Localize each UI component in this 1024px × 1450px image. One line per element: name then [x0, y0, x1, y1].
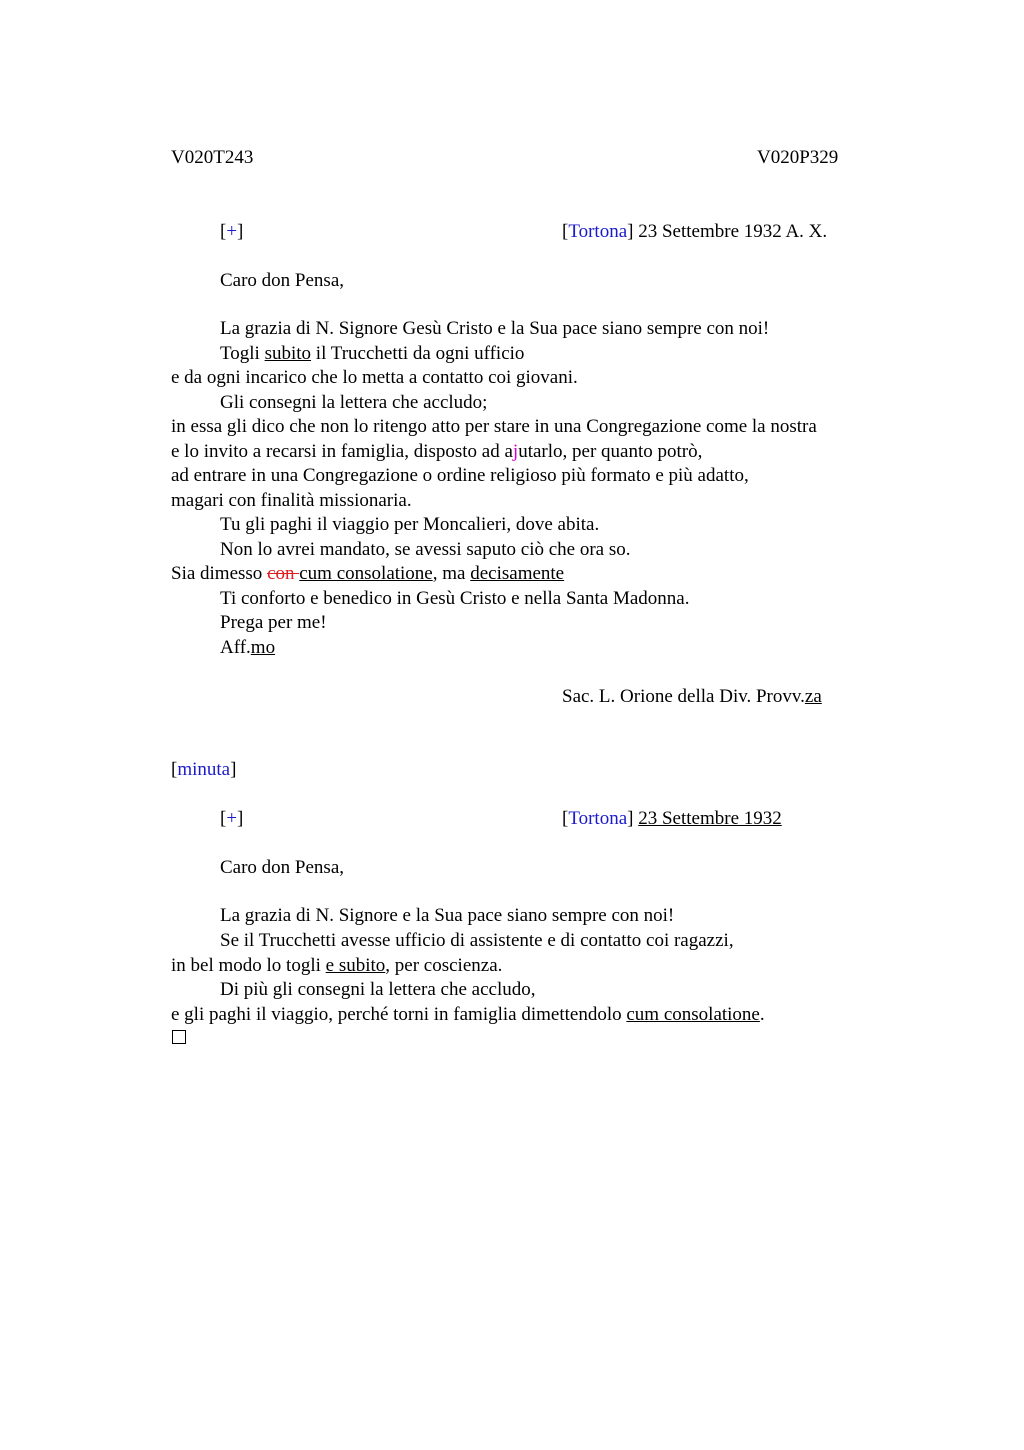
draft-line: in bel modo lo togli e subito, per coscienza.: [171, 955, 503, 976]
draft-line: La grazia di N. Signore e la Sua pace siano sempre con noi!: [220, 905, 675, 926]
letter-place-date: [Tortona] 23 Settembre 1932 A. X.: [562, 221, 828, 242]
signature: Sac. L. Orione della Div. Provv.za: [562, 686, 822, 707]
body-line: e lo invito a recarsi in famiglia, disposto ad ajutarlo, per quanto potrò,: [171, 441, 703, 462]
document-code-left: V020T243: [171, 147, 254, 168]
cross-symbol: +: [226, 221, 238, 242]
body-line: Togli subito il Trucchetti da ogni ufficio: [220, 343, 525, 364]
body-line: Tu gli paghi il viaggio per Moncalieri, dove abita.: [220, 514, 600, 535]
draft-label: [minuta]: [171, 759, 237, 780]
body-line: Gli consegni la lettera che accludo;: [220, 392, 488, 413]
body-line: in essa gli dico che non lo ritengo atto per stare in una Congregazione come la nostra: [171, 416, 817, 437]
body-line: ad entrare in una Congregazione o ordine religioso più formato e più adatto,: [171, 465, 749, 486]
body-line: Sia dimesso con cum consolatione, ma decisamente: [171, 563, 565, 584]
place-name: Tortona: [568, 808, 628, 829]
document-code-right: V020P329: [757, 147, 839, 168]
place-name: Tortona: [568, 221, 628, 242]
struck-text: con: [267, 563, 300, 584]
salutation: Caro don Pensa,: [220, 270, 345, 291]
draft-line: e gli paghi il viaggio, perché torni in famiglia dimettendolo cum consolatione.: [171, 1004, 765, 1025]
body-line: Prega per me!: [220, 612, 327, 633]
closing: Aff.mo: [220, 637, 276, 658]
draft-line: Se il Trucchetti avesse ufficio di assistente e di contatto coi ragazzi,: [220, 930, 734, 951]
draft-cross-mark: [+]: [220, 808, 244, 829]
body-line: La grazia di N. Signore Gesù Cristo e la Sua pace siano sempre con noi!: [220, 318, 770, 339]
body-line: e da ogni incarico che lo metta a contatto coi giovani.: [171, 367, 578, 388]
body-line: magari con finalità missionaria.: [171, 490, 412, 511]
cross-symbol: +: [226, 808, 238, 829]
draft-place-date: [Tortona] 23 Settembre 1932: [562, 808, 782, 829]
correction-letter: j: [512, 441, 519, 462]
letter-date: 23 Settembre 1932 A. X.: [633, 221, 828, 242]
draft-date: 23 Settembre 1932: [638, 808, 782, 829]
draft-line: Di più gli consegni la lettera che accludo,: [220, 979, 536, 1000]
end-box-icon: [172, 1030, 186, 1044]
body-line: Ti conforto e benedico in Gesù Cristo e nella Santa Madonna.: [220, 588, 690, 609]
draft-salutation: Caro don Pensa,: [220, 857, 345, 878]
body-line: Non lo avrei mandato, se avessi saputo ciò che ora so.: [220, 539, 631, 560]
letter-cross-mark: [+]: [220, 221, 244, 242]
